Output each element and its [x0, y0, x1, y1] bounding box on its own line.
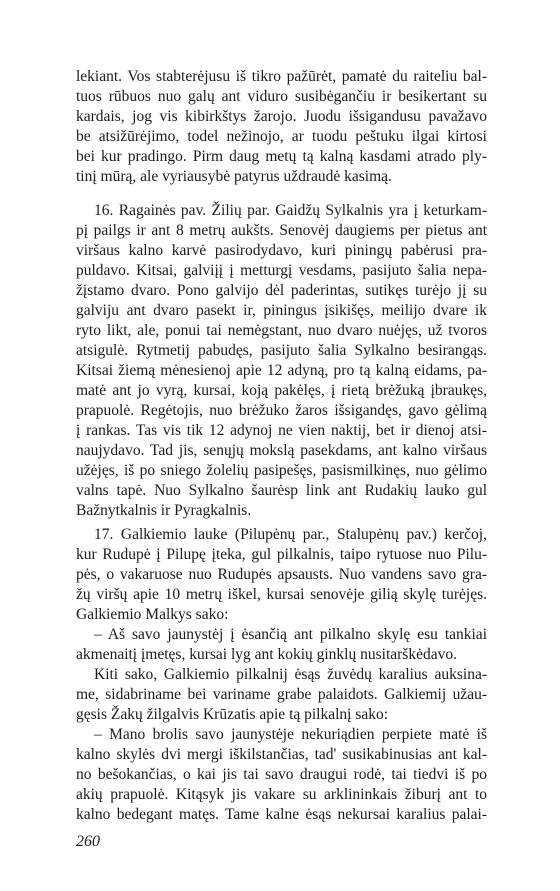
text-line: bei kur pradingo. Pirm daug metų tą kalną kasdami atrado ply- — [76, 148, 487, 165]
text-line: puldavo. Kitsai, galviįį į metturgį vesdams, pasijuto šalia nepa- — [76, 262, 487, 279]
text-line: galviju ant dvaro pasekt ir, piningus įsikišęs, meilijo dvare ik — [76, 302, 487, 319]
text-line: pį pailgs ir ant 8 metrų aukšts. Senovėj daugiems per pietus ant — [76, 222, 487, 239]
paragraph-17 — [76, 525, 487, 825]
text-line: žįstamo dvaro. Pono galvijo dėl paderintas, sutikęs turėjo jį su — [76, 282, 487, 299]
text-line: kur Rudupė į Pilupę įteka, gul pilkalnis, taipo rytuose nuo Pilu- — [76, 546, 487, 563]
text-line: me, sidabriname bei variname grabe palaidots. Galkiemij užau- — [76, 686, 487, 703]
text-line: gęsis Žakų žilgalvis Krūzatis apie tą pilkalnį sako: — [76, 706, 389, 723]
text-line: Galkiemio Malkys sako: — [76, 606, 229, 623]
text-line: valns tapė. Nuo Sylkalno šaurėsp link ant Rudakių lauko gul — [76, 482, 487, 499]
text-line: pės, o vakaruose nuo Rudupės apsausts. Nuo vandens savo gra- — [76, 566, 487, 583]
text-line: kalno skylės dvi mergi iškilstančias, tad' susikabinusias ant kal- — [76, 746, 487, 763]
text-line: akių prapuolė. Kitąsyk jis vakare su arklininkais žiburį ant to — [76, 786, 487, 803]
text-line: Kitsai žiemą mėnesienoj apie 12 adyną, pro tą kalną eidams, pa- — [76, 362, 487, 379]
text-line: Bažnytkalnis ir Pyragkalnis. — [76, 502, 252, 519]
page-number: 260 — [76, 833, 100, 850]
text-line: žų viršų apie 10 metrų iškel, kursai senovėje gilią skylę turėjęs. — [76, 586, 487, 603]
text-line: ryto likt, ale, ponui tai nemėgstant, nuo dvaro nuėjęs, už tvoros — [76, 322, 487, 339]
text-line: prapuolė. Regėtojis, nuo brėžuko žaros išsigandęs, gavo gėlimą — [76, 402, 487, 419]
text-line: 17. Galkiemio lauke (Pilupėnų par., Stalupėnų pav.) kerčoj, — [94, 526, 487, 543]
text-line: tuos rūbuos nuo galų ant viduro susibėgančiu ir besikertant su — [76, 88, 487, 105]
text-line: no bešokančias, o kai jis tai savo draugui rodė, tai tiedvi iš po — [76, 766, 487, 783]
text-line: lekiant. Vos stabterėjusu iš tikro pažūrėt, pamatė du raiteliu bal- — [76, 68, 487, 85]
text-line: matė ant jo vyrą, kursai, koją pakėlęs, į rietą brėžuką įbraukęs, — [76, 382, 487, 399]
text-line: kardais, jog vis kibirkštys žarojo. Juodu išsigandusu pavažavo — [76, 108, 487, 125]
text-line: į rankas. Tas vis tik 12 adynoj ne vien naktij, bet ir dienoj atsi- — [76, 422, 487, 439]
text-line: be atsižūrėjimo, todel nežinojo, ar tuodu peštuku ilgai kirtosi — [76, 128, 487, 145]
text-line: tinį mūrą, ale vyriausybė patyrus uždraudė kasimą. — [76, 168, 392, 185]
paragraph-16 — [76, 201, 487, 521]
text-line: – Aš savo jaunystėj į ėsančią ant pilkalno skylę esu tankiai — [94, 626, 487, 643]
paragraph-continuation — [76, 67, 487, 187]
text-line: naujydavo. Tad jis, senųjų mokslą pasekdams, ant kalno viršaus — [76, 442, 487, 459]
text-line: atsigulė. Rytmetij pabudęs, pasijuto šalia Sylkalno besirangąs. — [76, 342, 487, 359]
text-line: – Mano brolis savo jaunystėje nekuriądien perpiete matė iš — [94, 726, 487, 743]
text-line: užėjęs, iš po sniego žolelių pasipešęs, pasismilkinęs, nuo gėlimo — [76, 462, 487, 479]
text-line: kalno bedegant matęs. Tame kalne ėsąs nekursai karalius palai- — [76, 806, 487, 823]
text-line: Kiti sako, Galkiemio pilkalnij ėsąs žuvėdų karalius auksina- — [94, 666, 487, 683]
text-line: 16. Ragainės pav. Žilių par. Gaidžų Sylkalnis yra į keturkam- — [94, 202, 487, 219]
text-line: viršaus kalno karvė pasirodydavo, kuri piningų pabėrusi pra- — [76, 242, 487, 259]
text-line: akmenaitį įmetęs, kursai lyg ant kokių ginklų nusitarškėdavo. — [76, 646, 457, 663]
